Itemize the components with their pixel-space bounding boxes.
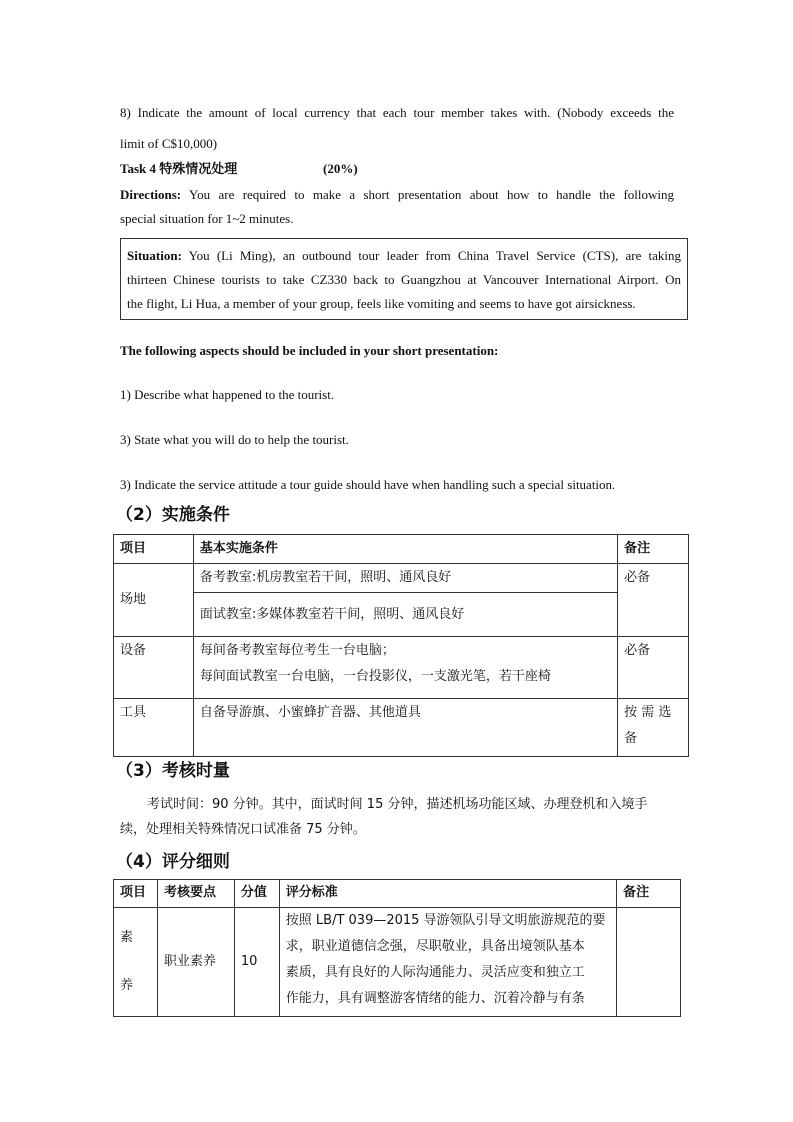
table-row — [114, 593, 689, 637]
situation-label: Situation: — [127, 248, 182, 263]
scoring-header-criteria: 评分标准 — [279, 880, 616, 908]
situation-line-2: thirteen Chinese tourists to take CZ330 back to Guangzhou at Vancouver International Airport. On — [127, 272, 681, 287]
scoring-item-char-2: 养 — [120, 978, 134, 993]
scoring-score: 10 — [234, 908, 279, 1017]
venue-cond-2: 面试教室:多媒体教室若干间，照明、通风良好 — [193, 593, 617, 637]
directions-label: Directions: — [120, 187, 182, 202]
section3-heading: （3）考核时量 — [116, 761, 230, 781]
scoring-item — [114, 908, 158, 1017]
task4-title-text: Task 4 特殊情况处理 — [120, 161, 238, 176]
conditions-header-item: 项目 — [114, 535, 194, 564]
section2-heading: （2）实施条件 — [116, 505, 230, 525]
situation-box — [120, 238, 688, 320]
venue-item: 场地 — [114, 564, 194, 637]
aspect-item-1: 1) Describe what happened to the tourist. — [120, 387, 335, 402]
table-row — [114, 637, 689, 699]
tools-note-line-2: 备 — [624, 731, 638, 746]
venue-cond-1: 备考教室:机房教室若干间，照明、通风良好 — [193, 564, 617, 593]
table-row — [114, 908, 681, 1017]
scoring-item-char-1: 素 — [120, 930, 134, 945]
directions-text-1: You are required to make a short presentation about how to handle the following — [181, 187, 674, 202]
item-8-line-1: 8) Indicate the amount of local currency that each tour member takes with. (Nobody exceeds the — [120, 105, 674, 120]
conditions-header-conds: 基本实施条件 — [193, 535, 617, 564]
scoring-header-row — [114, 880, 681, 908]
conditions-table — [113, 534, 689, 757]
equipment-note: 必备 — [618, 637, 689, 699]
venue-note: 必备 — [618, 564, 689, 637]
tools-item: 工具 — [114, 699, 194, 757]
table-row — [114, 699, 689, 757]
section4-heading: （4）评分细则 — [116, 852, 230, 872]
directions-line-1 — [120, 184, 674, 206]
aspect-item-3: 3) Indicate the service attitude a tour guide should have when handling such a special situation. — [120, 477, 616, 492]
scoring-header-score: 分值 — [234, 880, 279, 908]
scoring-header-point: 考核要点 — [157, 880, 234, 908]
table-row — [114, 564, 689, 593]
conditions-header-row — [114, 535, 689, 564]
scoring-criteria — [279, 908, 616, 1017]
criteria-line-1: 按照 LB/T 039—2015 导游领队引导文明旅游规范的要 — [285, 913, 606, 928]
equipment-cond-2: 每间面试教室一台电脑，一台投影仪，一支激光笔，若干座椅 — [199, 669, 551, 684]
tools-note-line-1: 按 需 选 — [624, 705, 672, 720]
equipment-conds — [193, 637, 617, 699]
item-8-line-2: limit of C$10,000) — [120, 136, 218, 151]
scoring-table — [113, 879, 681, 1017]
equipment-item: 设备 — [114, 637, 194, 699]
situation-text-1: You (Li Ming), an outbound tour leader from China Travel Service (CTS), are taking — [181, 248, 681, 263]
tools-note — [618, 699, 689, 757]
criteria-line-2: 求，职业道德信念强，尽职敬业，具备出境领队基本 — [285, 939, 585, 954]
scoring-note — [617, 908, 681, 1017]
exam-time-line-1: 考试时间：90 分钟。其中，面试时间 15 分钟，描述机场功能区域、办理登机和入境手 — [147, 797, 648, 812]
task4-weight: (20%) — [323, 161, 358, 176]
situation-line-3: the flight, Li Hua, a member of your group, feels like vomiting and seems to have got airsickness. — [127, 296, 636, 311]
scoring-point: 职业素养 — [157, 908, 234, 1017]
scoring-header-note: 备注 — [617, 880, 681, 908]
conditions-header-note: 备注 — [618, 535, 689, 564]
aspect-item-2: 3) State what you will do to help the tourist. — [120, 432, 349, 447]
directions-line-2: special situation for 1~2 minutes. — [120, 211, 294, 226]
criteria-line-4: 作能力，具有调整游客情绪的能力、沉着冷静与有条 — [285, 991, 585, 1006]
situation-line-1 — [127, 245, 681, 267]
task4-title — [120, 158, 237, 180]
exam-time-line-2: 续，处理相关特殊情况口试准备 75 分钟。 — [120, 822, 366, 837]
tools-cond: 自备导游旗、小蜜蜂扩音器、其他道具 — [193, 699, 617, 757]
equipment-cond-1: 每间备考教室每位考生一台电脑； — [199, 643, 395, 658]
aspects-heading: The following aspects should be included in your short presentation: — [120, 343, 499, 358]
criteria-line-3: 素质，具有良好的人际沟通能力、灵活应变和独立工 — [285, 965, 585, 980]
scoring-header-item: 项目 — [114, 880, 158, 908]
